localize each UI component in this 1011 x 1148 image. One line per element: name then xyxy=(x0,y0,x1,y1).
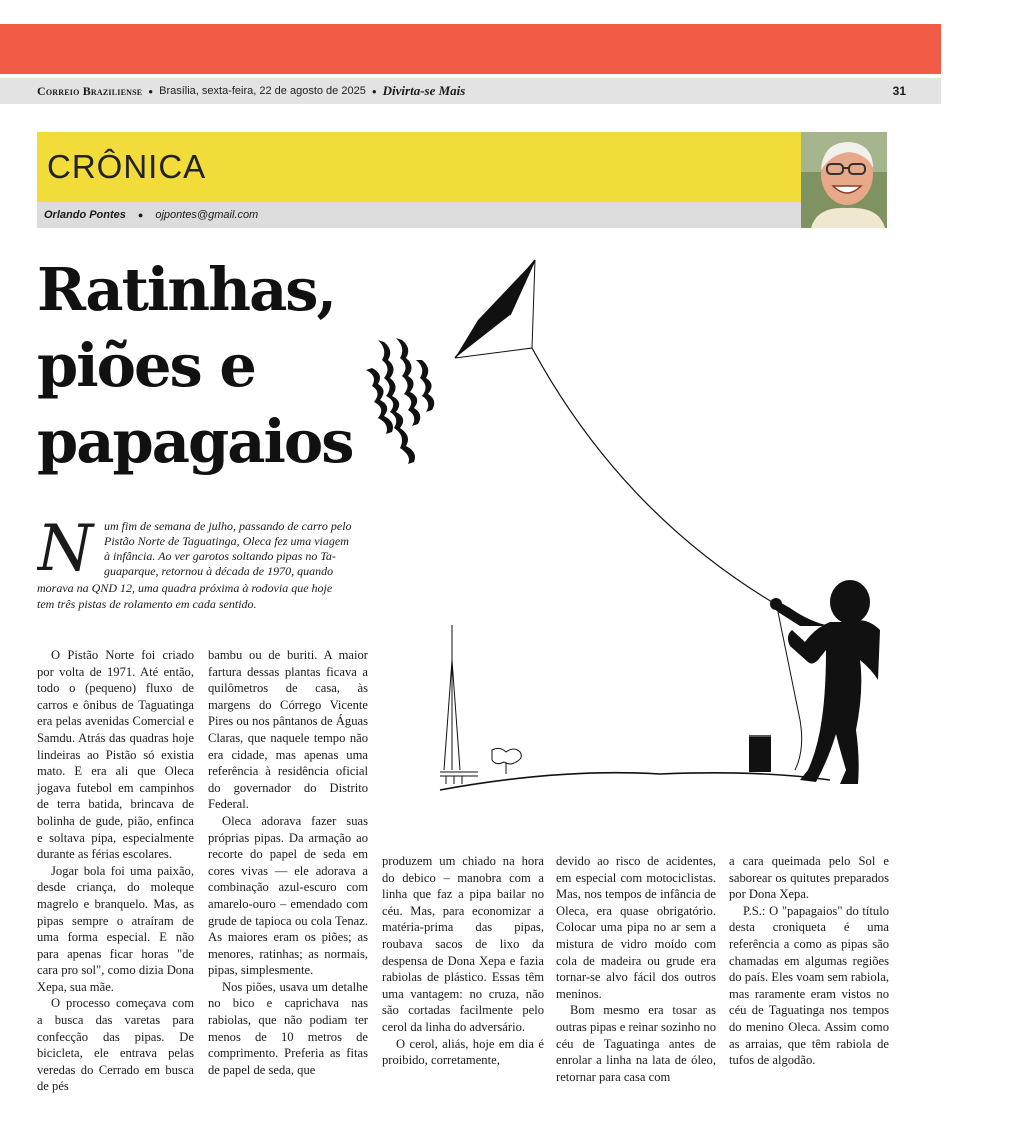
kite-boy-illustration xyxy=(360,250,880,810)
body-paragraph: P.S.: O "papagaios" do título desta croniqueta é uma referência a como as pipas são chamadas em algumas regiões do país. Eles voam sem rabiola, mas raramente eram vistos no céu de Taguatinga nos tempos do menino Oleca. Assim como as arraias, que têm rabiola de tufos de algodão. xyxy=(729,903,889,1068)
spool-icon xyxy=(749,736,771,772)
column-label: CRÔNICA xyxy=(47,148,207,185)
article-lede xyxy=(37,517,357,617)
issue-date: Brasília, sexta-feira, 22 de agosto de 2025 xyxy=(159,85,366,97)
lede-line: guaparque, retornou à década de 1970, quando xyxy=(104,564,334,578)
lede-line: tem três pistas de rolamento em cada sentido. xyxy=(37,597,257,611)
body-paragraph: Bom mesmo era tosar as outras pipas e reinar sozinho no céu de Taguatinga antes de enrolar a linha na lata de óleo, retornar para casa com xyxy=(556,1003,716,1084)
article-column-2 xyxy=(208,647,368,1078)
lede-line: um fim de semana de julho, passando de carro pelo xyxy=(104,519,352,533)
page-number: 31 xyxy=(892,84,906,98)
article-column-5 xyxy=(729,853,889,1069)
body-paragraph: produzem um chiado na hora do debico – manobra com a linha que faz a pipa bailar no céu. Mas, para economizar a matéria-prima das pipas, roubava sacos de lixo da despensa de Dona Xepa e fazia rabiolas de plástico. Essas têm uma vantagem: no cruza, não são cortadas facilmente pelo cerol da linha do adversário. xyxy=(382,854,544,1034)
column-label-band xyxy=(37,132,801,202)
lede-line: morava na QND 12, uma quadra próxima à rodovia que hoje xyxy=(37,581,333,595)
tv-tower-icon xyxy=(440,625,478,784)
article-column-4 xyxy=(556,853,716,1085)
author-email[interactable]: ojpontes@gmail.com xyxy=(155,209,259,221)
article-column-1 xyxy=(37,647,194,1095)
bullet-icon: ● xyxy=(371,86,377,96)
headline-line: papagaios xyxy=(37,407,353,476)
headline-line: piões e xyxy=(37,331,255,400)
body-paragraph: Jogar bola foi uma paixão, desde criança, do moleque magrelo e branquelo. Mas, as pipas sempre o atraíram de uma forma especial. E não para apenas ficar horas "de cara pro sol", como dizia Dona Xepa, sua mãe. xyxy=(37,863,194,994)
kite-string xyxy=(532,348,772,602)
lede-line: Pistão Norte de Taguatinga, Oleca fez uma viagem xyxy=(104,534,349,548)
newspaper-brand: Correio Braziliense xyxy=(37,83,143,98)
ground-line xyxy=(440,773,830,790)
body-paragraph: O cerol, aliás, hoje em dia é proibido, corretamente, xyxy=(382,1036,544,1068)
body-paragraph: devido ao risco de acidentes, em especial com motociclistas. Mas, nos tempos de infância de Oleca, era quase obrigatório. Colocar uma pipa no ar sem a mistura de vidro moído com cola de madeira ou grude era tornar-se alvo fácil dos outros meninos. xyxy=(556,854,716,1001)
bullet-icon: ● xyxy=(148,86,154,96)
author-photo xyxy=(801,132,887,228)
section-name: Divirta-se Mais xyxy=(382,83,466,98)
article-headline xyxy=(37,252,377,480)
headline-line: Ratinhas, xyxy=(37,255,336,324)
article-column-3 xyxy=(382,853,544,1069)
drop-cap: N xyxy=(37,517,93,586)
top-color-band xyxy=(0,24,941,74)
bullet-icon: ● xyxy=(137,210,144,220)
lede-line: à infância. Ao ver garotos soltando pipas no Ta- xyxy=(104,549,336,563)
body-paragraph: O Pistão Norte foi criado por volta de 1971. Até então, todo o (pequeno) fluxo de carros e ônibus de Taguatinga era pelas avenidas Comercial e Samdu. Atrás das quadras hoje lindeiras ao Pistão só existia mato. E era ali que Oleca jogava futebol em campinhos de terra batida, brincava de bolinha de gude, pião, enfinca e soltava pipa, especialmente durante as férias escolares. xyxy=(37,648,194,862)
author-name: Orlando Pontes xyxy=(44,209,126,221)
kite-tail-icon xyxy=(366,338,434,464)
body-paragraph: bambu ou de buriti. A maior fartura dessas plantas ficava a quilômetros de casa, às margens do Córrego Vicente Pires ou nos pântanos de Águas Claras, que naquele tempo não era cidade, mas apenas uma referência à residência oficial do governador do Distrito Federal. xyxy=(208,648,368,812)
author-portrait-image xyxy=(801,132,887,228)
body-paragraph: Oleca adorava fazer suas próprias pipas. Da armação ao recorte do papel de seda em cores vivas — ele adorava a combinação azul-escuro com amarelo-ouro – emendado com grude de tapioca ou cola Tenaz. As maiores eram os piões; as menores, ratinhas; as normais, pipas, simplesmente. xyxy=(208,813,368,978)
body-paragraph: O processo começava com a busca das varetas para confecção das pipas. De bicicleta, ele entrava pelas veredas do Cerrado em busca de pés xyxy=(37,996,194,1094)
byline-bar xyxy=(37,202,801,228)
body-paragraph: a cara queimada pelo Sol e saborear os quitutes preparados por Dona Xepa. xyxy=(729,854,889,902)
page-header xyxy=(0,78,941,104)
body-paragraph: Nos piões, usava um detalhe no bico e caprichava nas rabiolas, que não podiam ter menos de 10 metros de comprimento. Preferia as fitas de papel de seda, que xyxy=(208,979,368,1077)
small-creature-icon xyxy=(492,748,521,774)
boy-silhouette xyxy=(770,580,880,784)
